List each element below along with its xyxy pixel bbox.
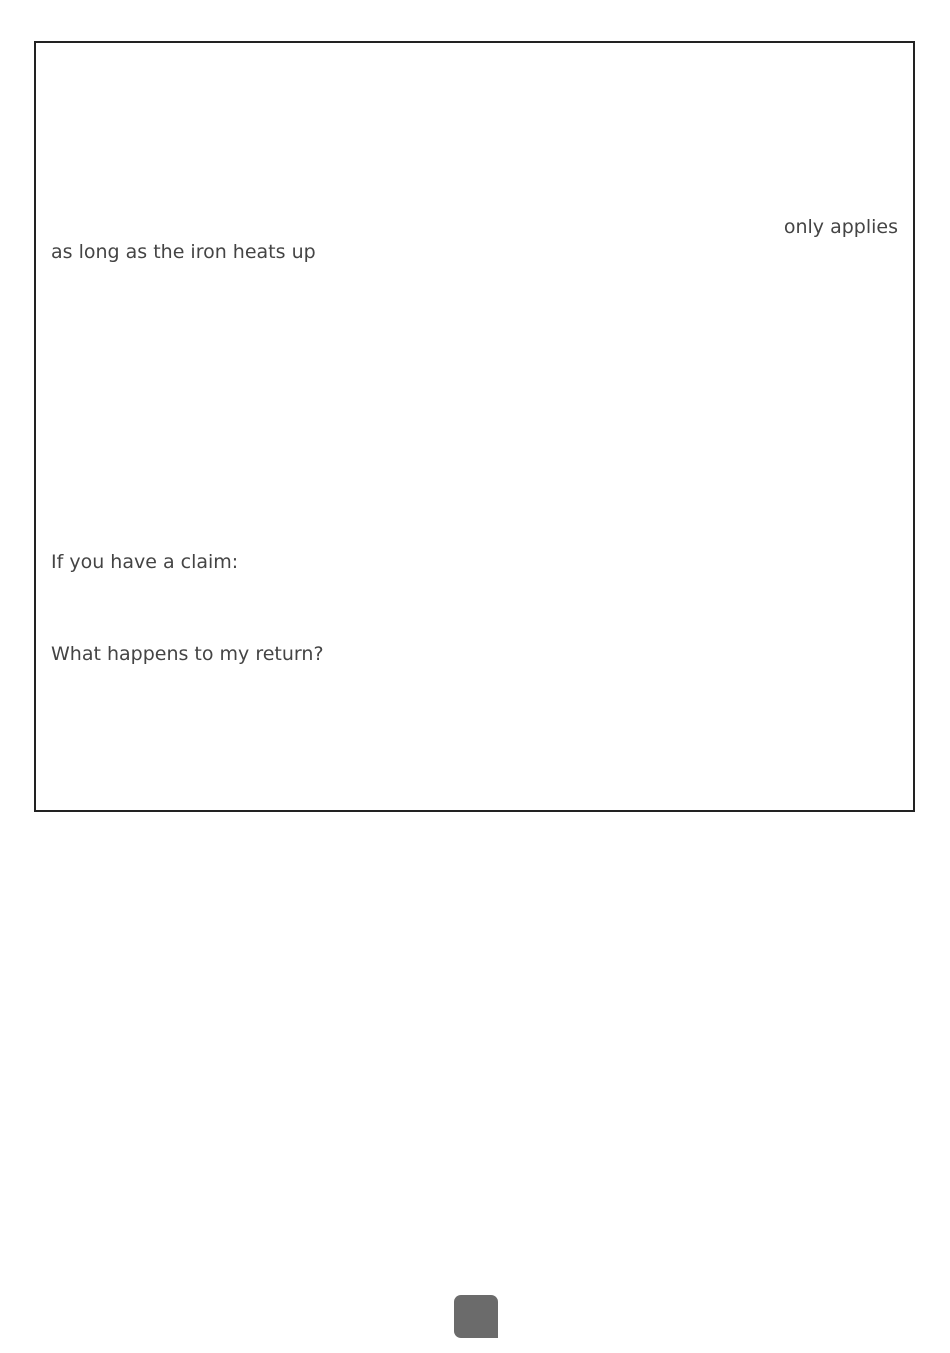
warranty-box — [34, 41, 915, 812]
page-number-badge — [454, 1295, 498, 1338]
heats-up-text: as long as the iron heats up — [51, 241, 316, 263]
claim-heading: If you have a claim: — [51, 551, 239, 573]
return-heading: What happens to my return? — [51, 643, 324, 665]
applies-text: only applies — [783, 216, 898, 238]
